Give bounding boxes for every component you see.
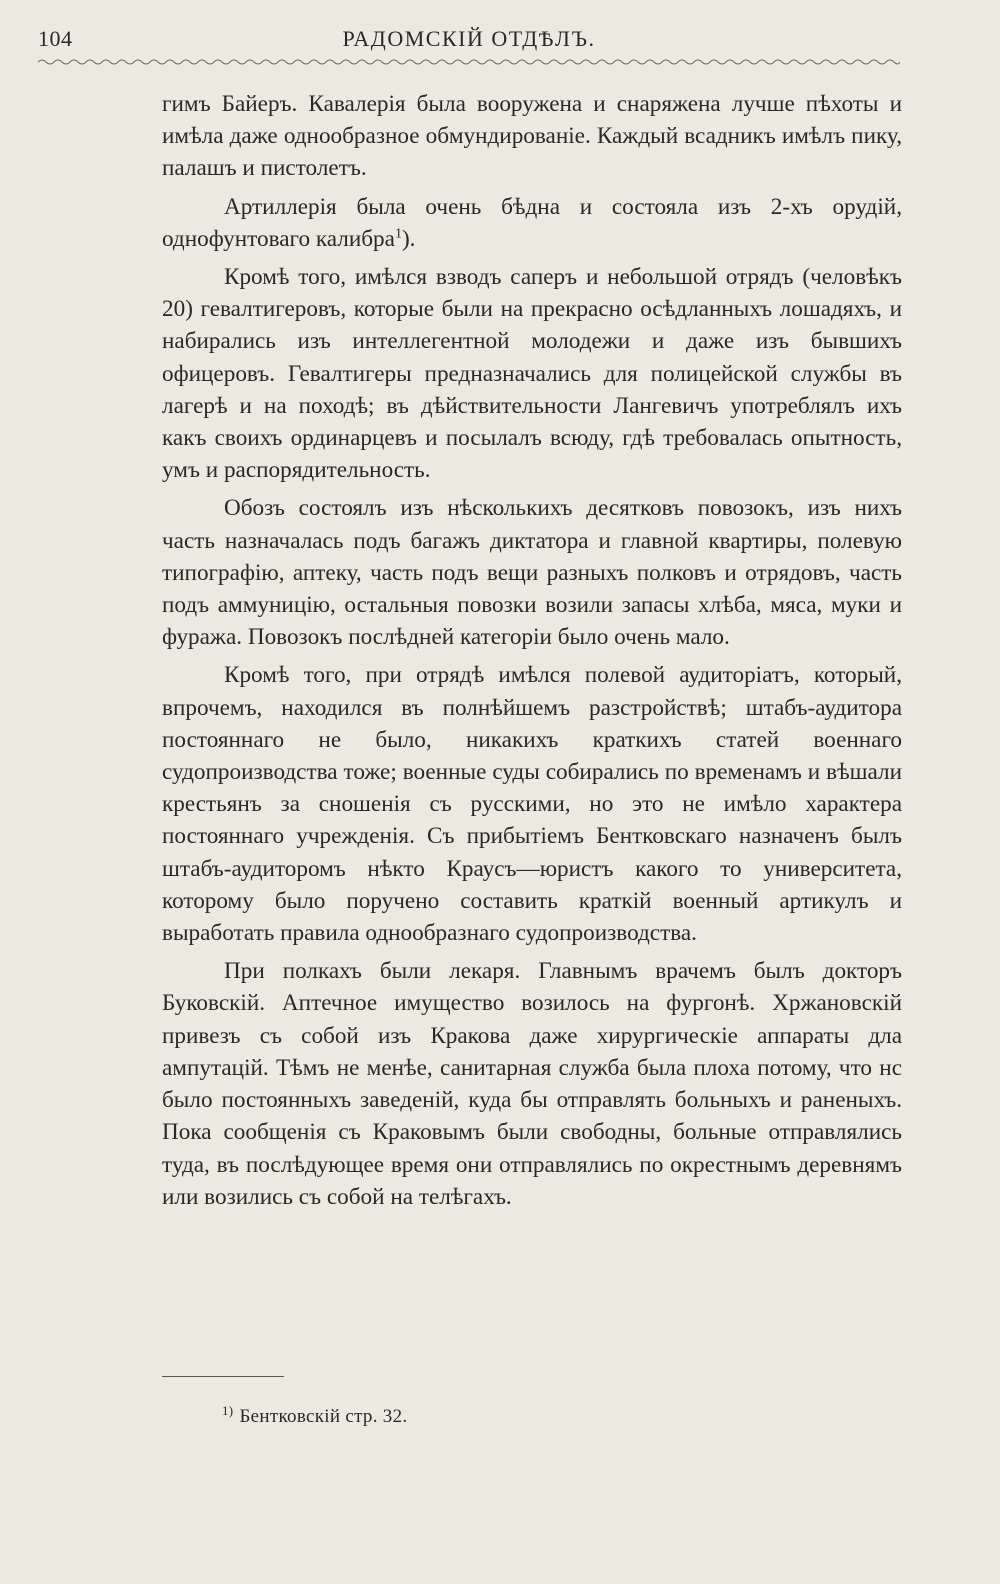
paragraph-text: При полкахъ были лекаря. Главнымъ врачемъ былъ докторъ Буковскій. Аптечное имущество возилось на фургонѣ. Хржановскій привезъ съ собой изъ Кракова даже хирургическіе аппараты дла ампутацій. Тѣмъ не менѣе, санитарная служба была плоха потому, что нс было постоянныхъ заведеній, куда бы отправлять больныхъ и раненыхъ. Пока сообщенія съ Краковымъ были свободны, больные отправлялись туда, въ послѣдующее время они отправлялись по окрестнымъ деревнямъ или возились съ собой на телѣгахъ. — [162, 958, 902, 1210]
footnote — [222, 1402, 408, 1428]
paragraph — [162, 492, 902, 653]
ornamental-header-rule — [38, 58, 900, 66]
page-number: 104 — [38, 26, 73, 51]
page-header — [38, 22, 900, 62]
paragraph — [162, 261, 902, 486]
paragraph-text: Кромѣ того, имѣлся взводъ саперъ и небольшой отрядъ (человѣкъ 20) гевалтигеровъ, которые были на прекрасно осѣдланныхъ лошадяхъ, и набирались изъ интеллегентной молодежи и даже изъ бывшихъ офицеровъ. Гевалтигеры предназначались для полицейской службы въ лагерѣ и на походѣ; въ дѣйствительности Лангевичъ употреблялъ ихъ какъ своихъ ординарцевъ и посылалъ всюду, гдѣ требовалась опытность, умъ и распорядительность. — [162, 264, 902, 484]
paragraph — [162, 955, 902, 1213]
paragraph-text: гимъ Байеръ. Кавалерія была вооружена и снаряжена лучше пѣхоты и имѣла даже однообразное обмундированіе. Каждый всадникъ имѣлъ пику, палашъ и пистолетъ. — [162, 91, 902, 182]
footnote-text: Бентковскій стр. 32. — [239, 1406, 408, 1427]
footnote-mark: 1) — [222, 1402, 234, 1418]
paragraph — [162, 659, 902, 949]
footnote-reference[interactable]: 1 — [394, 226, 402, 242]
paragraph-text: Кромѣ того, при отрядѣ имѣлся полевой аудиторіатъ, который, впрочемъ, находился въ полнѣйшемъ разстройствѣ; штабъ-аудитора постояннаго не было, никакихъ краткихъ статей военнаго судопроизводства тоже; военные суды собирались по временамъ и вѣшали крестьянъ за сношенія съ русскими, но это не имѣло характера постояннаго учрежденія. Съ прибытіемъ Бентковскаго назначенъ былъ штабъ-аудиторомъ нѣкто Краусъ—юристъ какого то университета, которому было поручено составить краткій военный артикулъ и выработать правила однообразнаго судопроизводства. — [162, 662, 902, 947]
paragraph-text: Обозъ состоялъ изъ нѣсколькихъ десятковъ повозокъ, изъ нихъ часть назначалась подъ багажъ диктатора и главной квартиры, полевую типографію, аптеку, часть подъ вещи разныхъ полковъ и отрядовъ, часть подъ аммуницію, остальныя повозки возили запасы хлѣба, мяса, муки и фуража. Повозокъ послѣдней категоріи было очень мало. — [162, 495, 902, 651]
paragraph — [162, 191, 902, 255]
running-title: РАДОМСКІЙ ОТДѢЛЪ. — [342, 26, 596, 51]
paragraph — [162, 88, 902, 185]
paragraph-text: Артиллерія была очень бѣдна и состояла изъ 2-хъ орудій, однофунтоваго калибра — [162, 193, 902, 252]
body-text — [162, 88, 902, 1219]
footnote-divider — [162, 1376, 284, 1377]
paragraph-text-tail: ). — [401, 225, 416, 252]
